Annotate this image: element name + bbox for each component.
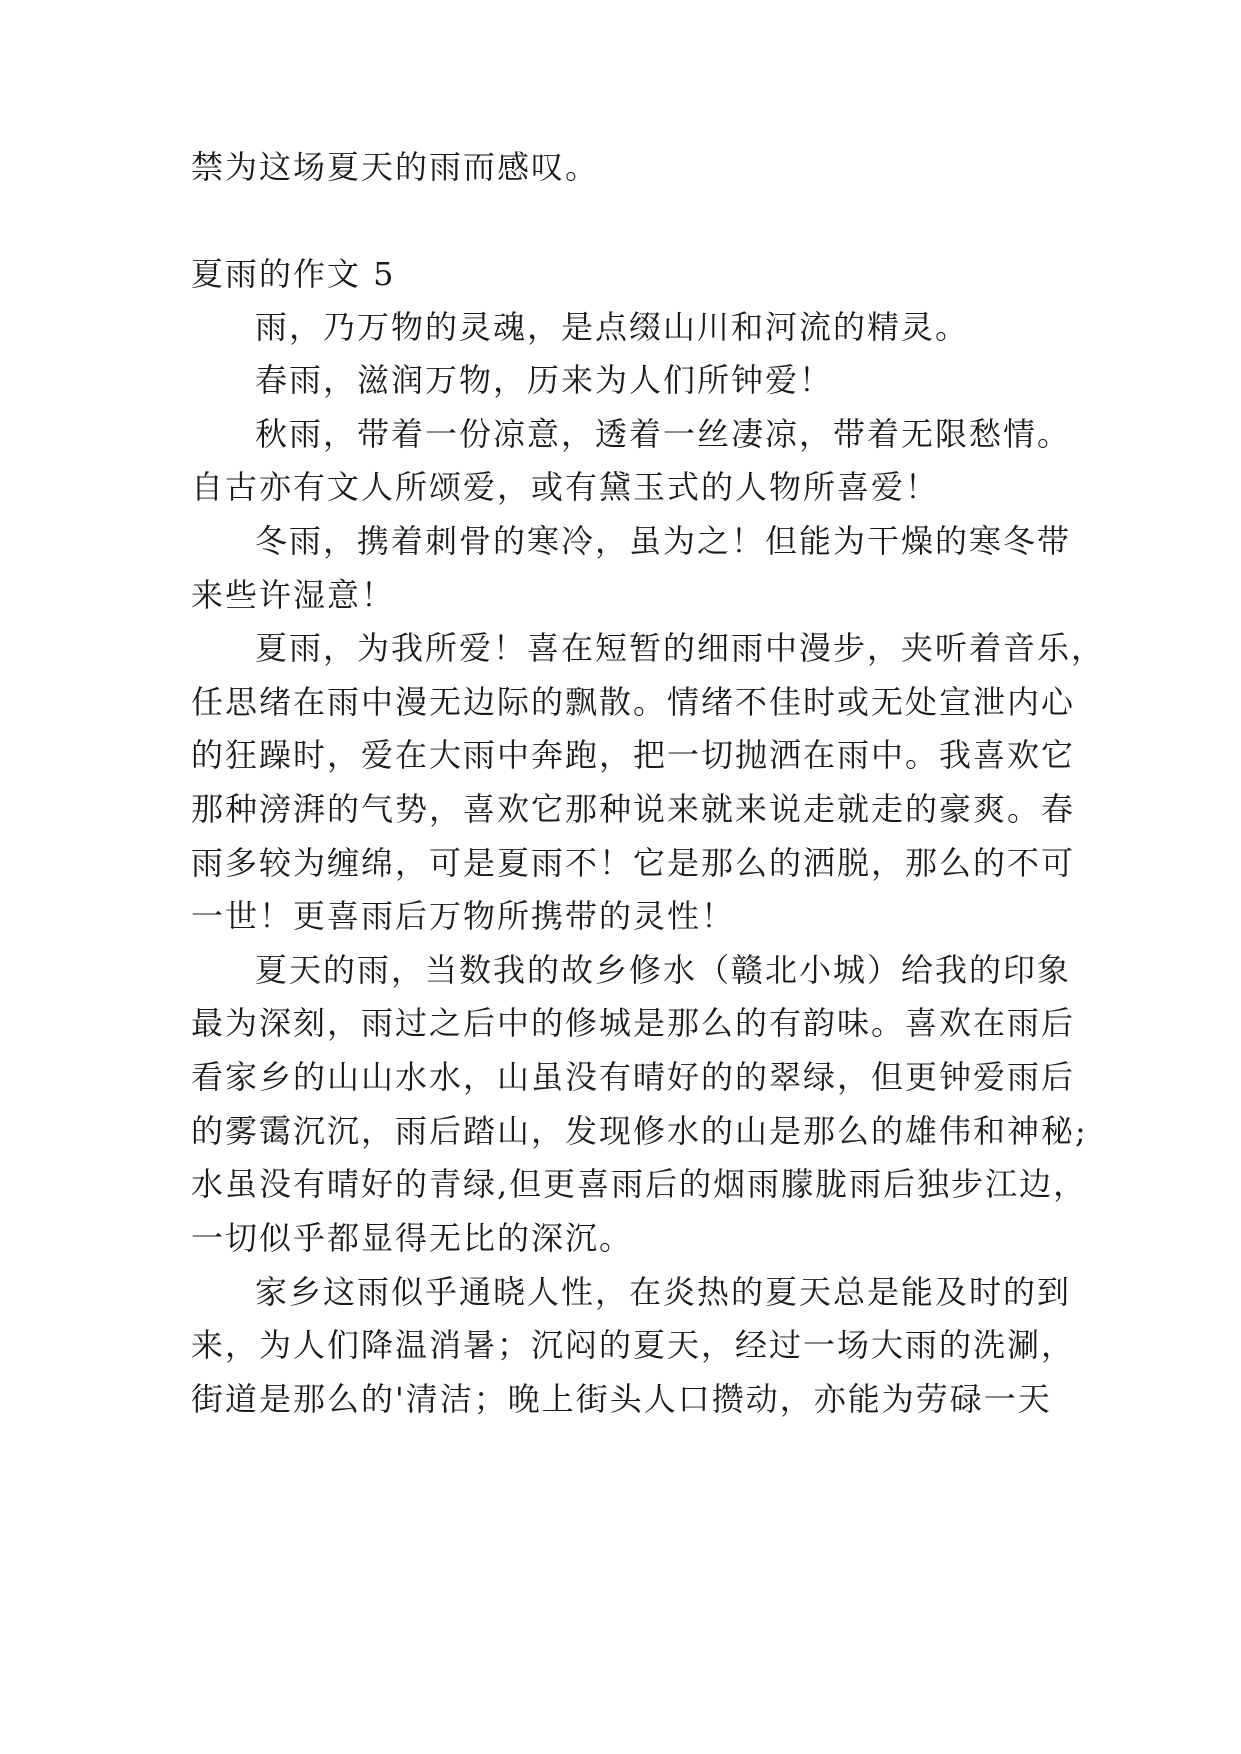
text-line: 来，为人们降温消暑；沉闷的夏天，经过一场大雨的洗涮，: [191, 1326, 1076, 1364]
text-line: 街道是那么的'清洁；晚上街头人口攒动，亦能为劳碌一天: [191, 1380, 1052, 1418]
text-line: 的狂躁时，爱在大雨中奔跑，把一切抛洒在雨中。我喜欢它: [191, 736, 1076, 774]
text-line: 春雨，滋润万物，历来为人们所钟爱！: [255, 361, 834, 399]
section-heading: 夏雨的作文 5: [191, 255, 396, 293]
text-line: 任思绪在雨中漫无边际的飘散。情绪不佳时或无处宣泄内心: [191, 683, 1076, 721]
text-line: 雨多较为缠绵，可是夏雨不！它是那么的洒脱，那么的不可: [191, 844, 1076, 882]
text-line: 禁为这场夏天的雨而感叹。: [191, 148, 600, 186]
text-line: 看家乡的山山水水，山虽没有晴好的的翠绿，但更钟爱雨后: [191, 1058, 1076, 1096]
text-line: 夏雨，为我所爱！喜在短暂的细雨中漫步，夹听着音乐，: [255, 629, 1106, 667]
text-line: 一世！更喜雨后万物所携带的灵性！: [191, 897, 736, 935]
text-line: 那种滂湃的气势，喜欢它那种说来就来说走就走的豪爽。春: [191, 790, 1076, 828]
text-line: 雨，乃万物的灵魂，是点缀山川和河流的精灵。: [255, 308, 970, 346]
text-line: 自古亦有文人所颂爱，或有黛玉式的人物所喜爱！: [191, 468, 940, 506]
text-line: 水虽没有晴好的青绿,但更喜雨后的烟雨朦胧雨后独步江边，: [191, 1165, 1088, 1203]
text-line: 冬雨，携着刺骨的寒冷，虽为之！但能为干燥的寒冬带: [255, 522, 1072, 560]
text-line: 最为深刻，雨过之后中的修城是那么的有韵味。喜欢在雨后: [191, 1004, 1076, 1042]
text-line: 夏天的雨，当数我的故乡修水（赣北小城）给我的印象: [255, 951, 1072, 989]
text-line: 来些许湿意！: [191, 576, 396, 614]
text-line: 家乡这雨似乎通晓人性，在炎热的夏天总是能及时的到: [255, 1273, 1072, 1311]
text-line: 一切似乎都显得无比的深沉。: [191, 1219, 634, 1257]
text-line: 的雾霭沉沉，雨后踏山，发现修水的山是那么的雄伟和神秘;: [191, 1112, 1088, 1150]
text-line: 秋雨，带着一份凉意，透着一丝凄凉，带着无限愁情。: [255, 415, 1072, 453]
